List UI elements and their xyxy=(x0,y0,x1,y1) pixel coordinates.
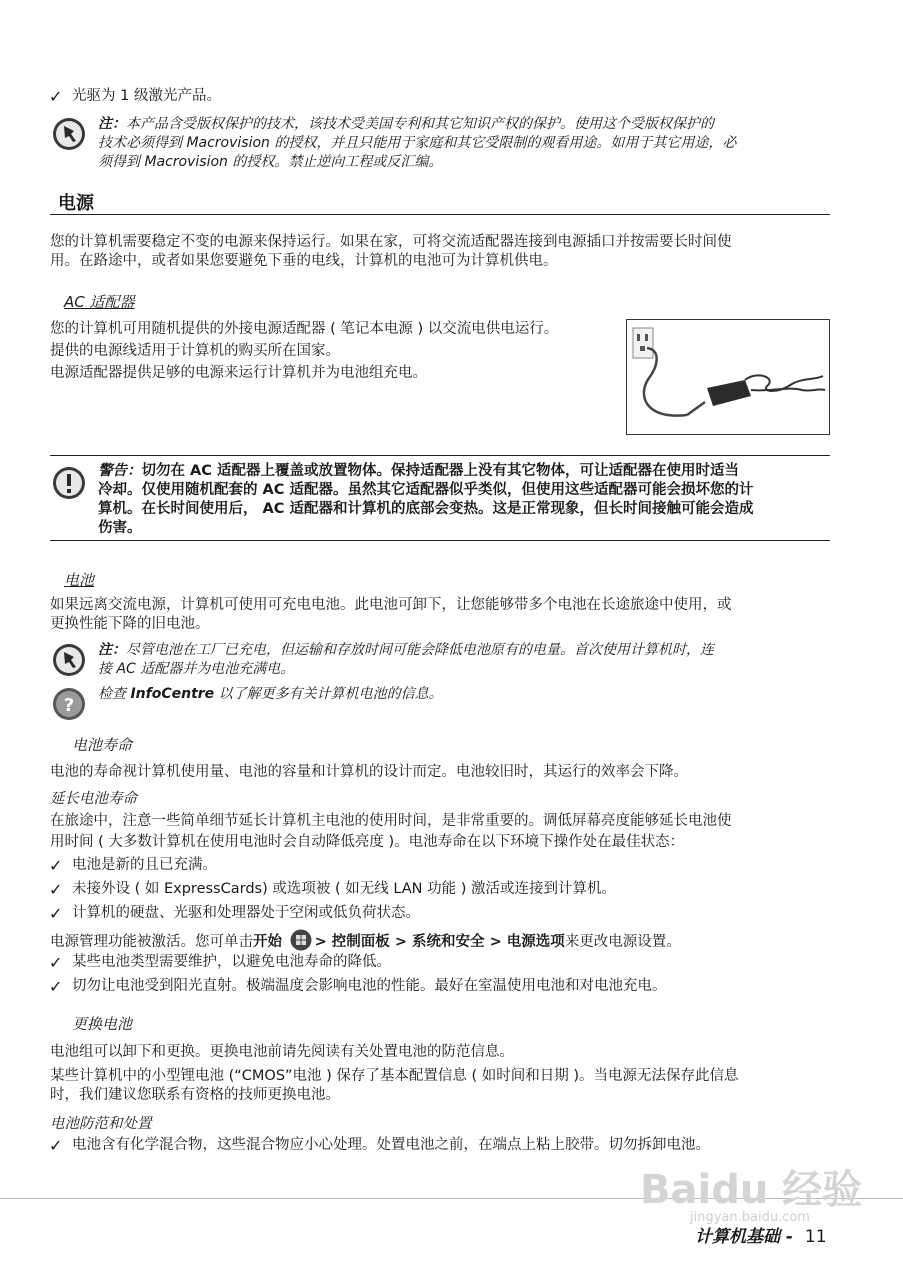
watermark-logo: Baidu 经验 xyxy=(640,1167,863,1213)
warning-top-rule xyxy=(50,455,830,456)
extend-battery-text: 在旅途中，注意一些简单细节延长计算机主电池的使用时间，是非常重要的。调低屏幕亮度能够延长电池使 用时间 ( 大多数计算机在使用电池时会自动降低亮度 )。电池寿命在以下环境下操作处在最佳状态： xyxy=(50,813,732,850)
replace-battery-text: 电池组可以卸下和更换。更换电池前请先阅读有关处置电池的防范信息。 xyxy=(50,1044,514,1060)
check-icon: ✓ xyxy=(49,1136,63,1155)
check-icon: ✓ xyxy=(49,87,63,106)
help-infocentre: 检查 InfoCentre 以了解更多有关计算机电池的信息。 xyxy=(98,686,443,702)
check-icon: ✓ xyxy=(49,977,63,996)
bullet-item: 电池是新的且已充满。 xyxy=(72,857,217,873)
check-icon: ✓ xyxy=(49,953,63,972)
section-title-power: 电源 xyxy=(58,193,94,214)
power-management-text: 电源管理功能被激活。您可单击开始 > 控制面板 > 系统和安全 > 电源选项来更改电源设置。 xyxy=(50,929,681,952)
check-icon: ✓ xyxy=(49,856,63,875)
bullet-item: 未接外设 ( 如 ExpressCards) 或选项被 ( 如无线 LAN 功能 ) 激活或连接到计算机。 xyxy=(72,881,616,897)
ac-description: 您的计算机可用随机提供的外接电源适配器 ( 笔记本电源 ) 以交流电供电运行。 提供的电源线适用于计算机的购买所在国家。 电源适配器提供足够的电源来运行计算机并为电池组充电。 xyxy=(50,321,559,381)
pushpin-note-icon xyxy=(52,117,86,151)
note-battery: 注：尽管电池在工厂已充电，但运输和存放时间可能会降低电池原有的电量。首次使用计算机时，连 接 AC 适配器并为电池充满电。 xyxy=(98,642,714,677)
footer-chapter: 计算机基础 - 11 xyxy=(695,1227,827,1247)
watermark-url: jingyan.baidu.com xyxy=(690,1210,810,1225)
windows-start-icon xyxy=(290,929,312,951)
power-intro: 您的计算机需要稳定不变的电源来保持运行。如果在家，可将交流适配器连接到电源插口并按需要长时间使 用。在路途中，或者如果您要避免下垂的电线，计算机的电池可为计算机供电。 xyxy=(50,234,732,269)
subsection-title-replace-battery: 更换电池 xyxy=(72,1015,133,1033)
note-copyright: 注：本产品含受版权保护的技术，该技术受美国专利和其它知识产权的保护。使用这个受版权保护的 技术必须得到 Macrovision 的授权，并且只能用于家庭和其它受限制的观看用途。如用于其它用途，必 须得到 Macrovision 的授权。禁止逆向工程或反汇编。 xyxy=(98,116,737,170)
note-label: 注： xyxy=(98,116,126,132)
pushpin-note-icon xyxy=(52,643,86,677)
subsection-title-ac: AC 适配器 xyxy=(64,293,135,311)
note-label: 注： xyxy=(98,642,126,658)
warning-bottom-rule xyxy=(50,540,830,541)
section-divider xyxy=(50,214,830,215)
bullet-item: 某些电池类型需要维护，以避免电池寿命的降低。 xyxy=(72,954,391,970)
svg-text:?: ? xyxy=(63,695,75,716)
warning-exclamation-icon xyxy=(52,466,86,500)
bullet-item: 计算机的硬盘、光驱和处理器处于空闲或低负荷状态。 xyxy=(72,905,420,921)
ac-adapter-illustration xyxy=(626,319,830,435)
check-icon: ✓ xyxy=(49,880,63,899)
warning-adapter: 警告：切勿在 AC 适配器上覆盖或放置物体。保持适配器上没有其它物体，可让适配器在使用时适当 冷却。仅使用随机配套的 AC 适配器。虽然其它适配器似乎类似，但使用这些适配器可能会损坏您的计 算机。在长时间使用后， AC 适配器和计算机的底部会变热。这是正常现象，但长时间接触可能会造成 伤害。 xyxy=(98,463,754,536)
bullet-laser: 光驱为 1 级激光产品。 xyxy=(72,88,221,104)
subsection-title-battery: 电池 xyxy=(64,571,95,589)
subsection-title-battery-life: 电池寿命 xyxy=(72,736,133,754)
help-question-icon xyxy=(52,687,86,721)
battery-life-text: 电池的寿命视计算机使用量、电池的容量和计算机的设计而定。电池较旧时，其运行的效率会下降。 xyxy=(50,764,688,780)
check-icon: ✓ xyxy=(49,904,63,923)
bullet-item: 切勿让电池受到阳光直射。极端温度会影响电池的性能。最好在室温使用电池和对电池充电。 xyxy=(72,978,667,994)
heading-extend-battery: 延长电池寿命 xyxy=(50,791,137,807)
ac-adapter-image xyxy=(627,320,829,434)
cmos-battery-text: 某些计算机中的小型锂电池 (“CMOS”电池 ) 保存了基本配置信息 ( 如时间和日期 )。当电源无法保存此信息 时，我们建议您联系有资格的技师更换电池。 xyxy=(50,1068,739,1103)
heading-battery-disposal: 电池防范和处置 xyxy=(50,1116,152,1132)
bullet-item: 电池含有化学混合物，这些混合物应小心处理。处置电池之前，在端点上粘上胶带。切勿拆卸电池。 xyxy=(72,1137,710,1153)
battery-intro: 如果远离交流电源，计算机可使用可充电电池。此电池可卸下，让您能够带多个电池在长途旅途中使用，或 更换性能下降的旧电池。 xyxy=(50,597,732,632)
warning-label: 警告： xyxy=(98,463,142,479)
page-number: 11 xyxy=(804,1227,827,1247)
